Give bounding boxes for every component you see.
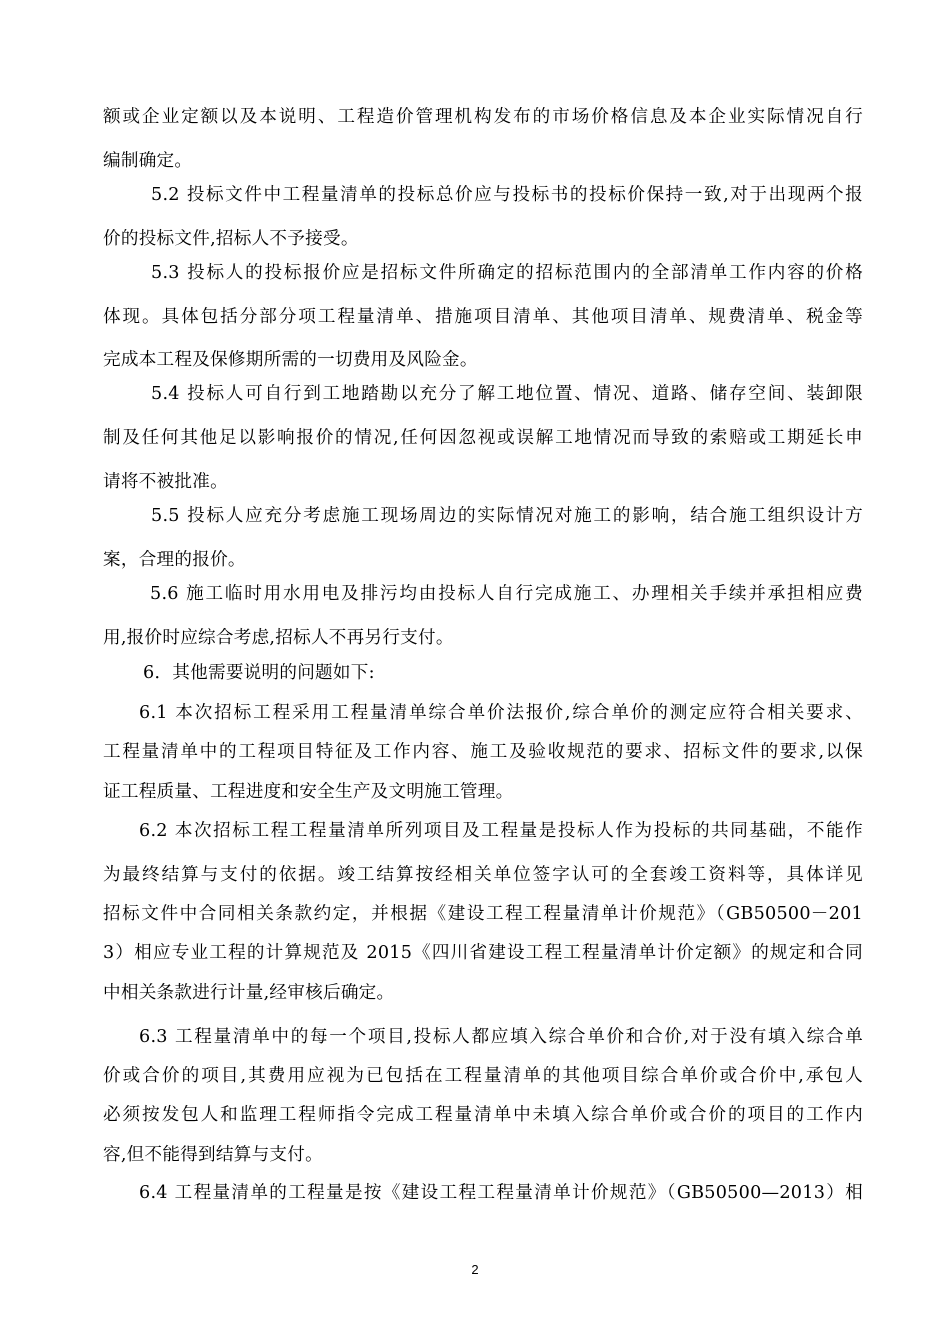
text-line: 价或合价的项目,其费用应视为已包括在工程量清单的其他项目综合单价或合价中,承包人	[103, 1066, 863, 1086]
text-line: 5.2 投标文件中工程量清单的投标总价应与投标书的投标价保持一致,对于出现两个报	[151, 185, 863, 205]
text-line: 6.3 工程量清单中的每一个项目,投标人都应填入综合单价和合价,对于没有填入综合单	[139, 1027, 863, 1047]
text-line: 价的投标文件,招标人不予接受。	[103, 229, 359, 249]
text-line: 招标文件中合同相关条款约定，并根据《建设工程工程量清单计价规范》（GB50500－201	[103, 904, 863, 924]
text-line: 6．其他需要说明的问题如下:	[143, 663, 375, 683]
text-line: 为最终结算与支付的依据。竣工结算按经相关单位签字认可的全套竣工资料等，具体详见	[103, 865, 863, 885]
text-line: 容,但不能得到结算与支付。	[103, 1145, 323, 1165]
text-line: 证工程质量、工程进度和安全生产及文明施工管理。	[103, 782, 514, 802]
text-line: 5.3 投标人的投标报价应是招标文件所确定的招标范围内的全部清单工作内容的价格	[151, 263, 863, 283]
text-line: 5.6 施工临时用水用电及排污均由投标人自行完成施工、办理相关手续并承担相应费	[150, 584, 863, 604]
page-number: 2	[471, 1262, 479, 1277]
text-line: 用,报价时应综合考虑,招标人不再另行支付。	[103, 628, 454, 648]
text-line: 5.5 投标人应充分考虑施工现场周边的实际情况对施工的影响，结合施工组织设计方	[151, 506, 863, 526]
text-line: 编制确定。	[103, 151, 193, 171]
text-line: 案，合理的报价。	[103, 550, 246, 570]
text-line: 必须按发包人和监理工程师指令完成工程量清单中未填入综合单价或合价的项目的工作内	[103, 1105, 863, 1125]
text-line: 工程量清单中的工程项目特征及工作内容、施工及验收规范的要求、招标文件的要求,以保	[103, 742, 863, 762]
text-line: 中相关条款进行计量,经审核后确定。	[103, 983, 395, 1003]
text-line: 体现。具体包括分部分项工程量清单、措施项目清单、其他项目清单、规费清单、税金等	[103, 307, 863, 327]
text-line: 额或企业定额以及本说明、工程造价管理机构发布的市场价格信息及本企业实际情况自行	[103, 107, 863, 127]
text-line: 制及任何其他足以影响报价的情况,任何因忽视或误解工地情况而导致的索赔或工期延长申	[103, 428, 863, 448]
text-line: 请将不被批准。	[103, 472, 228, 492]
text-line: 6.2 本次招标工程工程量清单所列项目及工程量是投标人作为投标的共同基础，不能作	[139, 821, 863, 841]
text-line: 6.4 工程量清单的工程量是按《建设工程工程量清单计价规范》（GB50500—2013）相	[139, 1183, 863, 1203]
text-line: 5.4 投标人可自行到工地踏勘以充分了解工地位置、情况、道路、储存空间、装卸限	[151, 384, 863, 404]
text-line: 3）相应专业工程的计算规范及 2015《四川省建设工程工程量清单计价定额》的规定和合同	[103, 943, 863, 963]
text-line: 完成本工程及保修期所需的一切费用及风险金。	[103, 350, 478, 370]
text-line: 6.1 本次招标工程采用工程量清单综合单价法报价,综合单价的测定应符合相关要求、	[139, 703, 863, 723]
